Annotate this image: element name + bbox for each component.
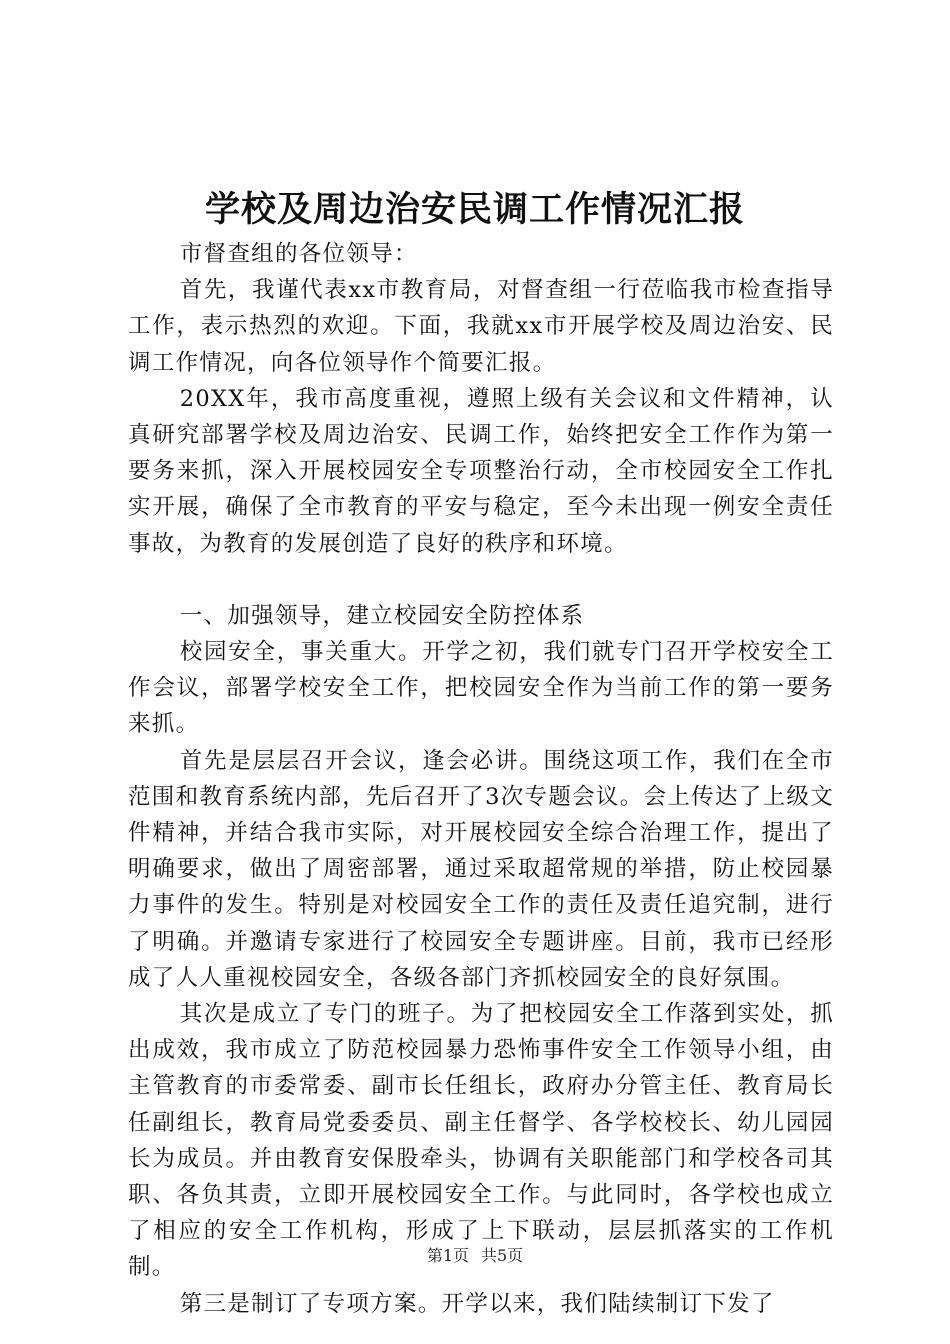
body-paragraph: 校园安全，事关重大。开学之初，我们就专门召开学校安全工作会议，部署学校安全工作，把校园安全作为当前工作的第一要务来抓。 xyxy=(128,639,834,738)
page-total: 共5页 xyxy=(481,1246,524,1265)
body-paragraph: 其次是成立了专门的班子。为了把校园安全工作落到实处，抓出成效，我市成立了防范校园暴力恐怖事件安全工作领导小组，由主管教育的市委常委、副市长任组长，政府办分管主任、教育局长任副组长，教育局党委委员、副主任督学、各学校校长、幼儿园园长为成员。并由教育安保股牵头，协调有关职能部门和学校各司其职、各负其责，立即开展校园安全工作。与此同时，各学校也成立了相应的安全工作机构，形成了上下联动，层层抓落实的工作机制。 xyxy=(128,1001,834,1281)
document-title: 学校及周边治安民调工作情况汇报 xyxy=(204,189,745,230)
intro-paragraph: 首先，我谨代表xx市教育局，对督查组一行莅临我市检查指导工作，表示热烈的欢迎。下面，我就xx市开展学校及周边治安、民调工作情况，向各位领导作个简要汇报。 xyxy=(128,277,834,376)
overview-paragraph: 20XX年，我市高度重视，遵照上级有关会议和文件精神，认真研究部署学校及周边治安、民调工作，始终把安全工作作为第一要务来抓，深入开展校园安全专项整治行动，全市校园安全工作扎实开展，确保了全市教育的平安与稳定，至今未出现一例安全责任事故，为教育的发展创造了良好的秩序和环境。 xyxy=(128,385,834,557)
page-number: 第1页 xyxy=(426,1246,469,1265)
body-paragraph: 首先是层层召开会议，逢会必讲。围绕这项工作，我们在全市范围和教育系统内部，先后召开了3次专题会议。会上传达了上级文件精神，并结合我市实际，对开展校园安全综合治理工作，提出了明确要求，做出了周密部署，通过采取超常规的举措，防止校园暴力事件的发生。特别是对校园安全工作的责任及责任追究制，进行了明确。并邀请专家进行了校园安全专题讲座。目前，我市已经形成了人人重视校园安全，各级各部门齐抓校园安全的良好氛围。 xyxy=(128,747,834,991)
page-footer xyxy=(0,1244,950,1268)
body-paragraph: 第三是制订了专项方案。开学以来，我们陆续制订下发了 xyxy=(179,1290,775,1317)
salutation-paragraph: 市督查组的各位领导： xyxy=(179,241,418,267)
document-body xyxy=(128,236,834,1322)
section-heading: 一、加强领导，建立校园安全防控体系 xyxy=(179,602,585,629)
